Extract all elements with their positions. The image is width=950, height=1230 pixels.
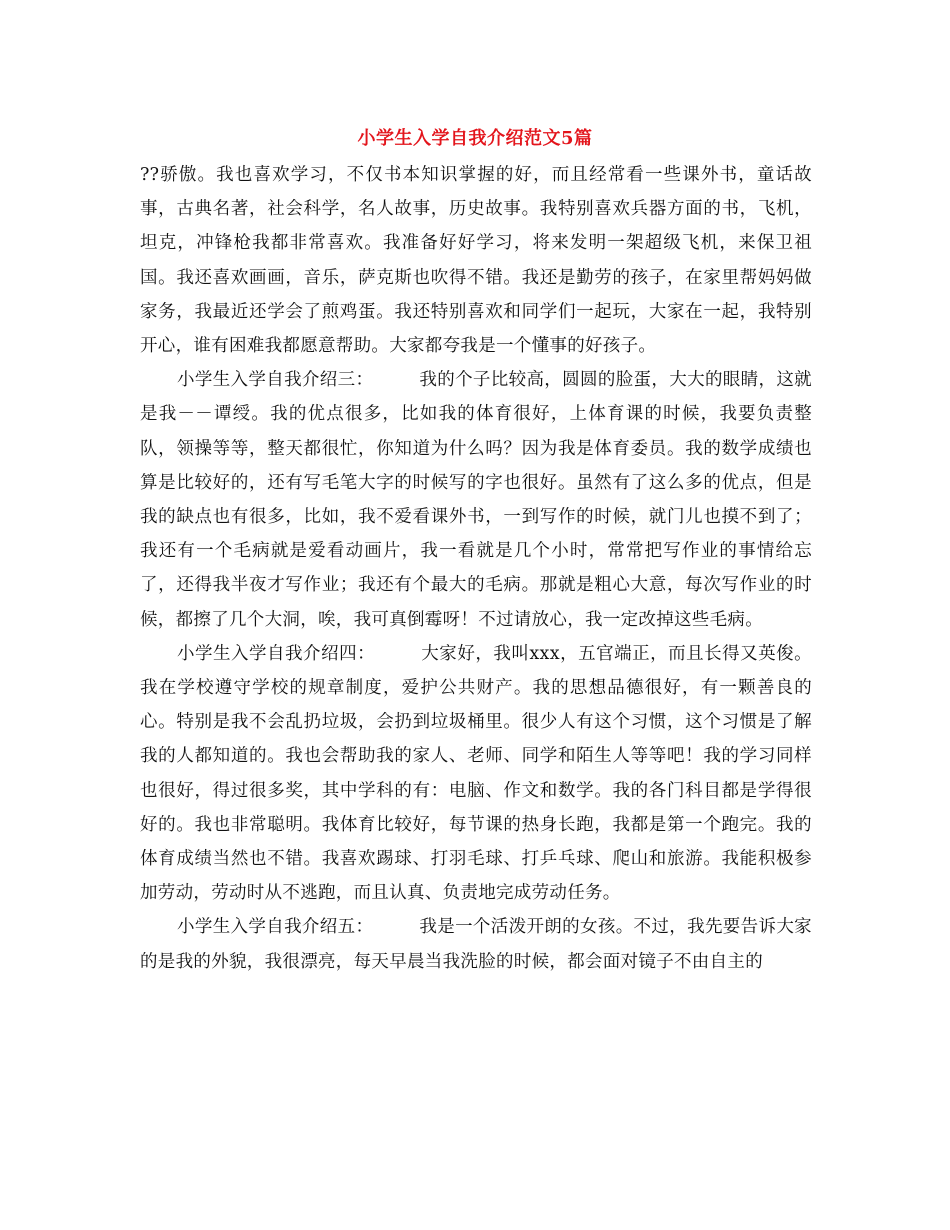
paragraph-intro-4 — [140, 637, 812, 911]
paragraph-text: 我是一个活泼开朗的女孩。不过，我先要告诉大家的是我的外貌，我很漂亮，每天早晨当我洗脸的时候，都会面对镜子不由自主的 — [140, 917, 812, 972]
paragraph-continuation — [140, 158, 812, 363]
document-title: 小学生入学自我介绍范文5篇 — [357, 128, 593, 149]
paragraph-intro-3 — [140, 363, 812, 637]
paragraph-heading: 小学生入学自我介绍四： — [177, 643, 376, 664]
paragraph-intro-5 — [140, 910, 812, 978]
paragraph-heading: 小学生入学自我介绍三： — [177, 370, 374, 391]
paragraph-heading: 小学生入学自我介绍五： — [177, 917, 374, 938]
paragraph-text: 大家好，我叫xxx，五官端正，而且长得又英俊。我在学校遵守学校的规章制度，爱护公共财产。我的思想品德很好，有一颗善良的心。特别是我不会乱扔垃圾，会扔到垃圾桶里。很少人有这个习惯，这个习惯是了解我的人都知道的。我也会帮助我的家人、老师、同学和陌生人等等吧！我的学习同样也很好，得过很多奖，其中学科的有：电脑、作文和数学。我的各门科目都是学得很好的。我也非常聪明。我体育比较好，每节课的热身长跑，我都是第一个跑完。我的体育成绩当然也不错。我喜欢踢球、打羽毛球、打乒乓球、爬山和旅游。我能积极参加劳动，劳动时从不逃跑，而且认真、负责地完成劳动任务。 — [140, 643, 812, 904]
paragraph-text: ??骄傲。我也喜欢学习，不仅书本知识掌握的好，而且经常看一些课外书，童话故事，古典名著，社会科学，名人故事，历史故事。我特别喜欢兵器方面的书，飞机，坦克，冲锋枪我都非常喜欢。我准备好好学习，将来发明一架超级飞机，来保卫祖国。我还喜欢画画，音乐，萨克斯也吹得不错。我还是勤劳的孩子，在家里帮妈妈做家务，我最近还学会了煎鸡蛋。我还特别喜欢和同学们一起玩，大家在一起，我特别开心，谁有困难我都愿意帮助。大家都夸我是一个懂事的好孩子。 — [140, 165, 812, 357]
paragraph-text: 我的个子比较高，圆圆的脸蛋，大大的眼睛，这就是我－－谭绶。我的优点很多，比如我的体育很好，上体育课的时候，我要负责整队，领操等等，整天都很忙，你知道为什么吗？因为我是体育委员。我的数学成绩也算是比较好的，还有写毛笔大字的时候写的字也很好。虽然有了这么多的优点，但是我的缺点也有很多，比如，我不爱看课外书，一到写作的时候，就门儿也摸不到了；我还有一个毛病就是爱看动画片，我一看就是几个小时，常常把写作业的事情给忘了，还得我半夜才写作业；我还有个最大的毛病。那就是粗心大意，每次写作业的时候，都擦了几个大洞，唉，我可真倒霉呀！不过请放心，我一定改掉这些毛病。 — [140, 370, 812, 630]
document-body — [140, 158, 812, 979]
